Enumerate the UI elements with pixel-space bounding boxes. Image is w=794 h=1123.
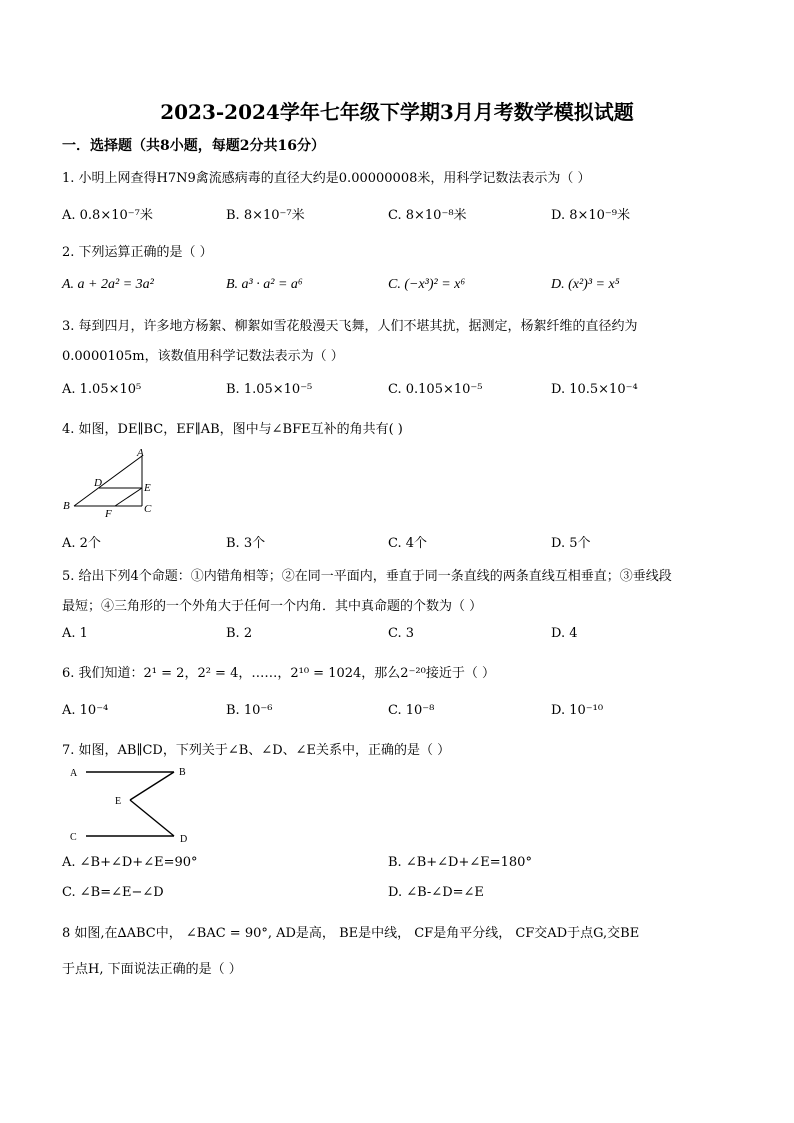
question-5-option-d: D. 4 [551,626,578,641]
question-1-option-d: D. 8×10⁻⁹米 [551,208,631,223]
question-7-figure [62,763,202,847]
question-1-option-b: B. 8×10⁻⁷米 [226,208,305,223]
question-6-option-a: A. 10⁻⁴ [62,703,109,718]
question-3-option-a: A. 1.05×10⁵ [62,382,142,397]
question-4-option-a: A. 2个 [62,536,101,551]
question-1-option-a: A. 0.8×10⁻⁷米 [62,208,153,223]
fig4-label-a: A [137,447,144,459]
question-4-option-b: B. 3个 [226,536,266,551]
question-3-option-b: B. 1.05×10⁻⁵ [226,382,313,397]
question-6-stem: 6. 我们知道：2¹ = 2，2² = 4，……，2¹⁰ = 1024，那么2⁻²⁰接近于（ ） [62,666,495,681]
section-heading: 一．选择题（共8小题，每题2分共16分） [62,138,325,154]
fig7-label-b: B [179,767,186,778]
question-6-option-d: D. 10⁻¹⁰ [551,703,604,718]
question-3-option-d: D. 10.5×10⁻⁴ [551,382,638,397]
fig7-label-c: C [70,832,77,843]
question-7-option-a: A. ∠B+∠D+∠E=90° [62,855,198,870]
fig7-label-e: E [115,796,122,807]
question-1-option-c: C. 8×10⁻⁸米 [388,208,467,223]
page-title: 2023-2024学年七年级下学期3月月考数学模拟试题 [160,100,634,124]
question-4-figure [60,446,160,518]
question-2-option-d: D. (x²)³ = x⁵ [551,277,620,292]
question-5-stem-line-1: 5. 给出下列4个命题：①内错角相等；②在同一平面内，垂直于同一条直线的两条直线互相垂直；③垂线段 [62,569,672,584]
question-5-option-b: B. 2 [226,626,253,641]
fig4-label-b: B [63,500,70,512]
question-1-stem: 1. 小明上网查得H7N9禽流感病毒的直径大约是0.00000008米，用科学记数法表示为（ ） [62,171,591,186]
question-8-stem-line-2: 于点H, 下面说法正确的是（ ） [62,962,242,977]
question-4-option-d: D. 5个 [551,536,591,551]
question-2-option-b: B. a³ · a² = a⁶ [226,277,303,292]
question-7-option-b: B. ∠B+∠D+∠E=180° [388,855,532,870]
question-3-stem-line-1: 3. 每到四月，许多地方杨絮、柳絮如雪花般漫天飞舞，人们不堪其扰，据测定，杨絮纤维的直径约为 [62,319,638,334]
fig7-label-d: D [180,834,188,845]
question-7-option-d: D. ∠B-∠D=∠E [388,885,484,900]
fig4-label-c: C [144,503,152,515]
question-8-stem-line-1: 8 如图,在∆ABC中， ∠BAC = 90°, AD是高， BE是中线， CF是角平分线， CF交AD于点G,交BE [62,926,640,941]
question-4-stem: 4. 如图，DE∥BC，EF∥AB，图中与∠BFE互补的角共有( ) [62,422,403,437]
question-2-option-c: C. (−x³)² = x⁶ [388,277,466,292]
question-6-option-b: B. 10⁻⁶ [226,703,273,718]
fig4-label-f: F [105,508,112,518]
question-5-option-c: C. 3 [388,626,415,641]
question-2-option-a: A. a + 2a² = 3a² [62,277,154,292]
question-2-stem: 2. 下列运算正确的是（ ） [62,245,213,260]
question-7-option-c: C. ∠B=∠E−∠D [62,885,164,900]
fig7-label-a: A [70,768,78,779]
question-3-option-c: C. 0.105×10⁻⁵ [388,382,483,397]
fig4-label-e: E [144,482,151,494]
question-6-option-c: C. 10⁻⁸ [388,703,435,718]
question-4-option-c: C. 4个 [388,536,428,551]
fig4-label-d: D [94,477,102,489]
question-5-stem-line-2: 最短；④三角形的一个外角大于任何一个内角．其中真命题的个数为（ ） [62,599,483,614]
question-3-stem-line-2: 0.0000105m，该数值用科学记数法表示为（ ） [62,349,344,364]
question-5-option-a: A. 1 [62,626,88,641]
question-7-stem: 7. 如图，AB∥CD，下列关于∠B、∠D、∠E关系中，正确的是（ ） [62,743,451,758]
